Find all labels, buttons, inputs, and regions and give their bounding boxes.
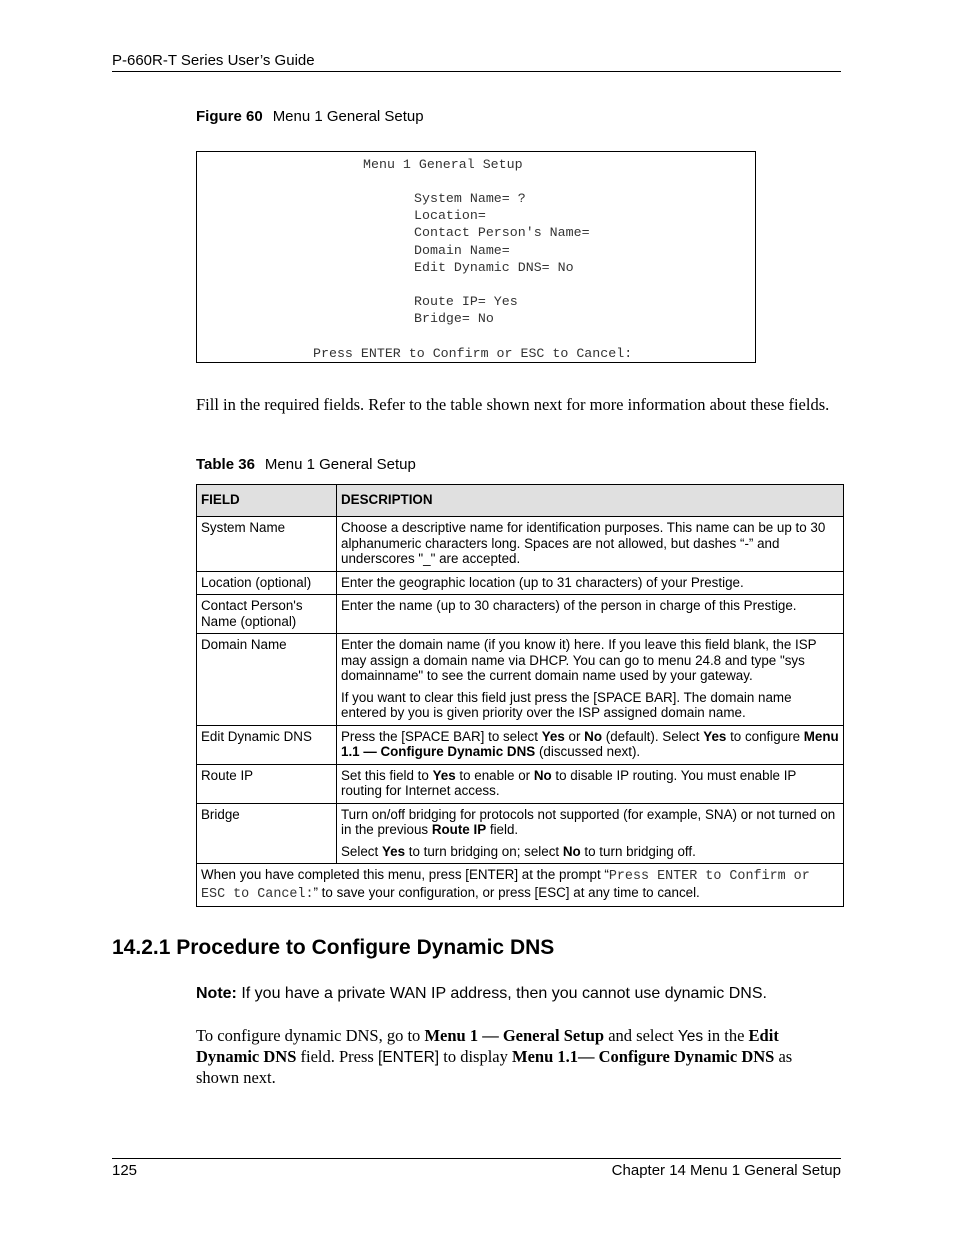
figure-caption bbox=[196, 108, 424, 125]
description-paragraph: Select Yes to turn bridging on; select No to turn bridging off. bbox=[341, 843, 696, 859]
prompt-text: Press ENTER to Confirm or ESC to Cancel: bbox=[201, 869, 810, 902]
terminal-prompt: Press ENTER to Confirm or ESC to Cancel: bbox=[313, 346, 633, 361]
table-row bbox=[197, 634, 844, 726]
description-cell: Choose a descriptive name for identification purposes. This name can be up to 30 alphanumeric characters long. Spaces are not allowed, but dashes “-” and underscores "_" are accepted. bbox=[337, 517, 844, 572]
note-text: If you have a private WAN IP address, then you cannot use dynamic DNS. bbox=[236, 985, 767, 1002]
header-rule bbox=[112, 71, 841, 72]
field-cell: System Name bbox=[197, 517, 337, 572]
note-label: Note: bbox=[196, 985, 237, 1002]
figure-label: Figure 60 bbox=[196, 108, 263, 125]
description-cell bbox=[337, 803, 844, 864]
table-caption bbox=[196, 456, 416, 473]
terminal-line-dynamic-dns: Edit Dynamic DNS= No bbox=[414, 260, 574, 275]
section-heading: 14.2.1 Procedure to Configure Dynamic DNS bbox=[112, 936, 555, 959]
table-row bbox=[197, 571, 844, 595]
description-cell: Press the [SPACE BAR] to select Yes or No (default). Select Yes to configure Menu 1.1 — Configure Dynamic DNS (discussed next). bbox=[337, 725, 844, 764]
figure-title: Menu 1 General Setup bbox=[272, 108, 424, 125]
terminal-line-location: Location= bbox=[414, 208, 486, 223]
col-header-field: FIELD bbox=[197, 485, 337, 517]
intro-paragraph: Fill in the required fields. Refer to the table shown next for more information about these fields. bbox=[196, 395, 830, 414]
running-header: P-660R-T Series User’s Guide bbox=[112, 52, 315, 69]
description-cell: Enter the geographic location (up to 31 characters) of your Prestige. bbox=[337, 571, 844, 595]
terminal-line-bridge: Bridge= No bbox=[414, 311, 494, 326]
description-paragraph: If you want to clear this field just press the [SPACE BAR]. The domain name entered by you is given priority over the ISP assigned domain name. bbox=[341, 689, 792, 720]
description-paragraph: Turn on/off bridging for protocols not supported (for example, SNA) or not turned on in the previous Route IP field. bbox=[341, 806, 836, 837]
terminal-screen bbox=[196, 151, 756, 363]
table-header-row bbox=[197, 485, 844, 517]
note-paragraph bbox=[196, 985, 767, 1003]
description-cell: Set this field to Yes to enable or No to disable IP routing. You must enable IP routing for Internet access. bbox=[337, 764, 844, 803]
description-cell: Enter the name (up to 30 characters) of the person in charge of this Prestige. bbox=[337, 595, 844, 634]
table-label: Table 36 bbox=[196, 456, 255, 473]
table-footer-row bbox=[197, 864, 844, 907]
table-row bbox=[197, 803, 844, 864]
fields-table bbox=[196, 484, 844, 907]
description-paragraph: Enter the domain name (if you know it) here. If you leave this field blank, the ISP may assign a domain name via DHCP. You can go to menu 24.8 and type "sys domainname" to see the current domain name used by your gateway. bbox=[341, 637, 817, 683]
chapter-title: Chapter 14 Menu 1 General Setup bbox=[611, 1162, 841, 1179]
col-header-description: DESCRIPTION bbox=[337, 485, 844, 517]
terminal-menu-title: Menu 1 General Setup bbox=[363, 157, 523, 172]
table-footer-cell: When you have completed this menu, press [ENTER] at the prompt “Press ENTER to Confirm or ESC to Cancel:” to save your configuration, or press [ESC] at any time to cancel. bbox=[197, 864, 844, 907]
field-cell: Location (optional) bbox=[197, 571, 337, 595]
table-row bbox=[197, 764, 844, 803]
field-cell: Contact Person's Name (optional) bbox=[197, 595, 337, 634]
table-title: Menu 1 General Setup bbox=[264, 456, 416, 473]
terminal-line-system-name: System Name= ? bbox=[414, 191, 526, 206]
page-number: 125 bbox=[112, 1162, 138, 1179]
description-cell bbox=[337, 634, 844, 726]
table-row bbox=[197, 725, 844, 764]
terminal-line-contact: Contact Person's Name= bbox=[414, 225, 590, 240]
table-row bbox=[197, 595, 844, 634]
footer-rule bbox=[112, 1158, 841, 1159]
field-cell: Domain Name bbox=[197, 634, 337, 726]
terminal-line-domain: Domain Name= bbox=[414, 243, 510, 258]
field-cell: Route IP bbox=[197, 764, 337, 803]
field-cell: Edit Dynamic DNS bbox=[197, 725, 337, 764]
procedure-paragraph: To configure dynamic DNS, go to Menu 1 — General Setup and select Yes in the Edit Dynamic DNS field. Press [ENTER] to display Menu 1.1— Configure Dynamic DNS as shown next. bbox=[196, 1026, 793, 1087]
field-cell: Bridge bbox=[197, 803, 337, 864]
terminal-line-route-ip: Route IP= Yes bbox=[414, 294, 518, 309]
table-row bbox=[197, 517, 844, 572]
